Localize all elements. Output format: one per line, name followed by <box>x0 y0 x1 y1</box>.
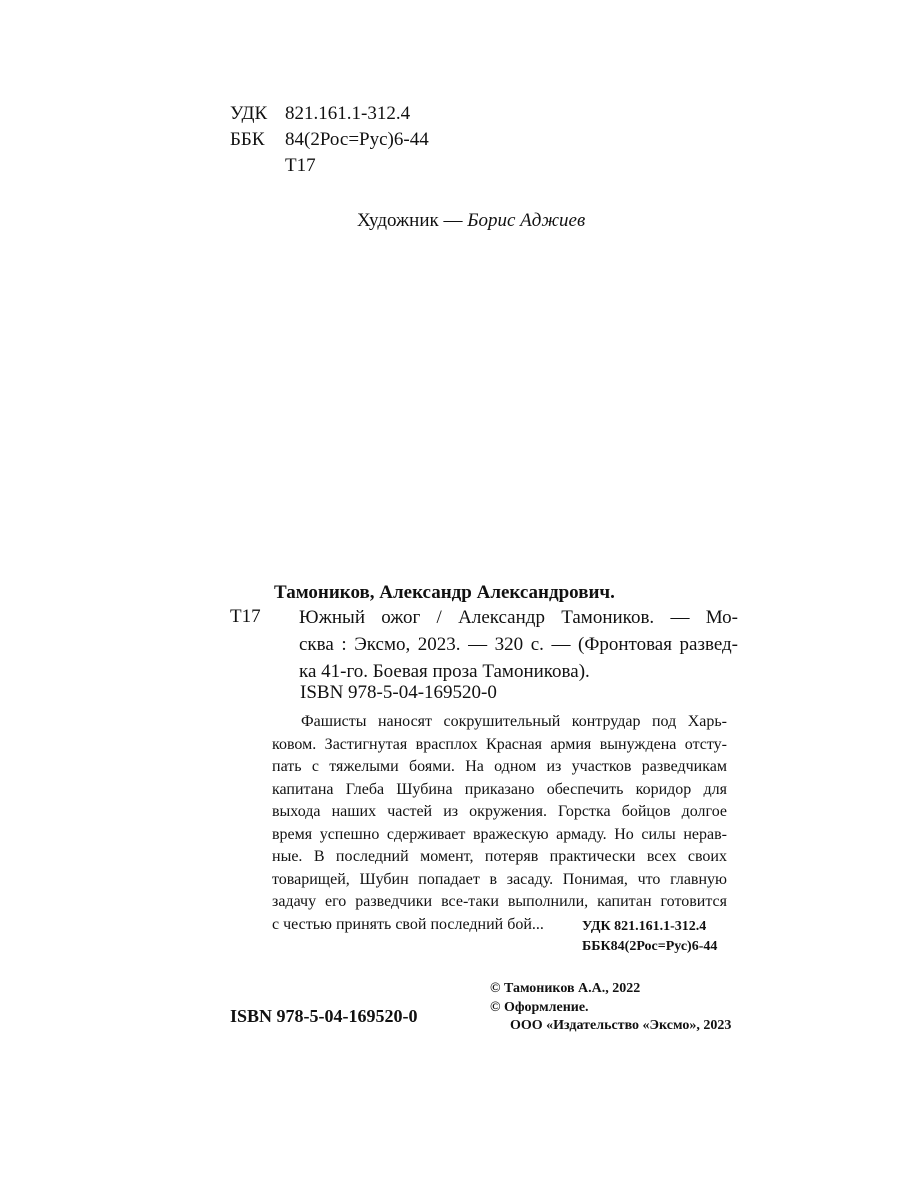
udk-label: УДК <box>230 103 268 124</box>
artist-name: Борис Аджиев <box>467 210 586 231</box>
copyright-line: ООО «Издательство «Эксмо», 2023 <box>510 1018 732 1033</box>
artist-credit <box>357 210 585 232</box>
catalog-isbn: ISBN 978-5-04-169520-0 <box>300 682 497 703</box>
udk-value: 821.161.1-312.4 <box>285 103 411 124</box>
codes-block <box>582 917 717 957</box>
copyright-block <box>490 980 731 1036</box>
annotation-line: ные. В последний момент, потеряв практически всех своих <box>272 848 727 865</box>
annotation-line: капитана Глеба Шубина приказано обеспечить коридор для <box>272 780 727 798</box>
catalog-mark: Т17 <box>230 606 261 627</box>
bbk-label: ББК <box>230 129 265 150</box>
author-mark-row <box>230 153 429 179</box>
bbk-value: 84(2Рос=Рус)6-44 <box>285 129 429 150</box>
annotation-line: пать с тяжелыми боями. На одном из участков разведчикам <box>272 758 727 775</box>
bbk-row <box>230 127 429 153</box>
copyright-line: © Тамоников А.А., 2022 <box>490 981 641 996</box>
annotation-line: выхода наших частей из окружения. Горстка бойцов долгое <box>272 803 727 820</box>
annotation-line: с честью принять свой последний бой... <box>272 915 544 933</box>
description-line: ка 41-го. Боевая проза Тамоникова). <box>299 661 590 682</box>
annotation-line: товарищей, Шубин попадает в засаду. Понимая, что главную <box>272 870 727 888</box>
footer-isbn: ISBN 978-5-04-169520-0 <box>230 1006 418 1026</box>
description-line: Южный ожог / Александр Тамоников. — Мо- <box>299 607 738 628</box>
copyright-line: © Оформление. <box>490 999 589 1015</box>
codes-udk: УДК 821.161.1-312.4 <box>582 919 707 934</box>
classification-block <box>230 101 429 179</box>
artist-label: Художник — <box>357 210 468 231</box>
annotation-line: Фашисты наносят сокрушительный контрудар под Харь- <box>301 713 727 730</box>
catalog-description <box>299 604 738 685</box>
annotation-line: задачу его разведчики все-таки выполнили, капитан готовится <box>272 893 727 910</box>
description-line: сква : Эксмо, 2023. — 320 с. — (Фронтовая развед- <box>299 634 738 655</box>
annotation-line: ковом. Застигнутая врасплох Красная армия вынуждена отсту- <box>272 735 727 753</box>
catalog-author-heading: Тамоников, Александр Александрович. <box>274 582 615 603</box>
annotation-line: время успешно сдерживает вражескую армаду. Но силы нерав- <box>272 825 727 843</box>
udk-row <box>230 101 429 127</box>
author-mark: Т17 <box>285 155 316 176</box>
codes-bbk: ББК84(2Рос=Рус)6-44 <box>582 939 718 954</box>
annotation <box>272 711 727 936</box>
